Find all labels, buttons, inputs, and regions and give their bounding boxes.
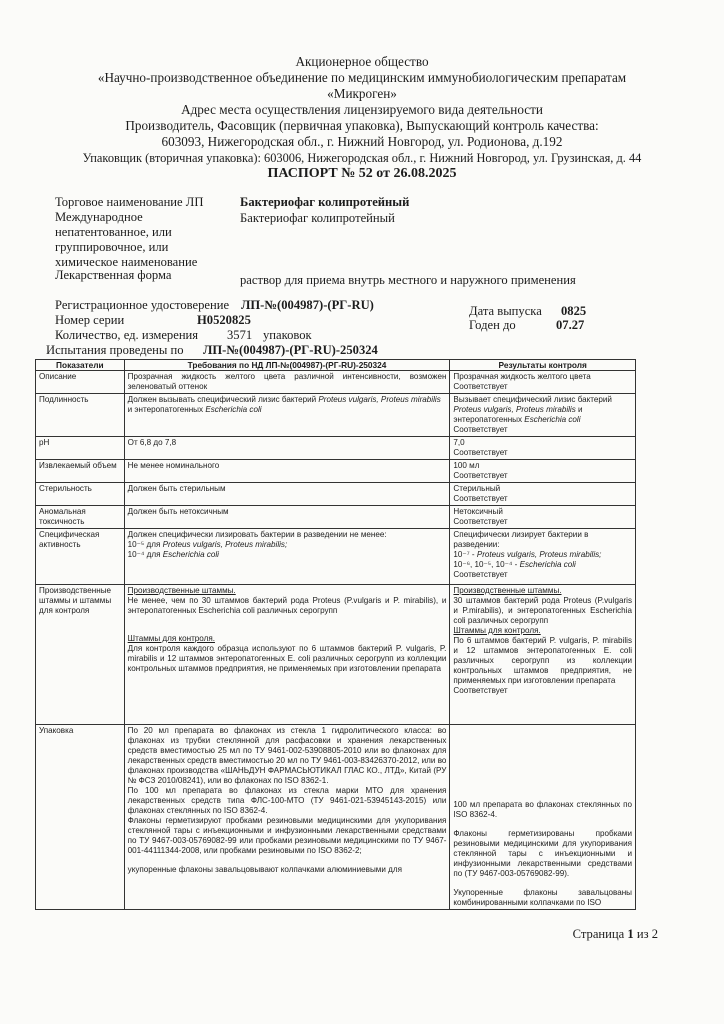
row-requirement: Должен быть стерильным: [124, 483, 450, 506]
reg-value: ЛП-№(004987)-(РГ-RU): [241, 298, 374, 312]
table-row: [36, 460, 636, 483]
trade-name-value: Бактериофаг колипротейный: [240, 195, 410, 209]
manufacturer-address: 603093, Нижегородская обл., г. Нижний Новгород, ул. Родионова, д.192: [161, 134, 563, 149]
row-result: Производственные штаммы. 30 штаммов бактерий рода Proteus (P.vulgaris и P.mirabilis), и энтеропатогенных Escherichia coli различных серогрупп Штаммы для контроля. По 6 штаммов бактерий P. vulgaris, P. mirabilis и 12 штаммов энтеропатогенных E. coli различных серогрупп из коллекции контрольных штаммов предприятия, не применяемых при изготовлении препарата Соответствует: [450, 585, 636, 725]
table-row: [36, 371, 636, 394]
row-requirement: Должен вызывать специфический лизис бактерий Proteus vulgaris, Proteus mirabilis и энтеропатогенных Escherichia coli: [124, 394, 450, 437]
row-name: Упаковка: [36, 725, 125, 910]
row-name: Специфическая активность: [36, 529, 125, 585]
row-requirement: Прозрачная жидкость желтого цвета различной интенсивности, возможен зеленоватый оттенок: [124, 371, 450, 394]
qty-unit: упаковок: [263, 328, 312, 342]
manufacturer-line: Производитель, Фасовщик (первичная упаковка), Выпускающий контроль качества:: [125, 118, 599, 133]
trade-name-label: Торговое наименование ЛП: [55, 195, 204, 209]
row-requirement: Не менее номинального: [124, 460, 450, 483]
release-value: 0825: [561, 304, 587, 318]
row-name: Описание: [36, 371, 125, 394]
row-result: Прозрачная жидкость желтого цвета Соответствует: [450, 371, 636, 394]
table-header-row: [36, 360, 636, 371]
table-row: [36, 725, 636, 910]
qty-value: 3571: [227, 328, 253, 342]
row-result: Стерильный Соответствует: [450, 483, 636, 506]
form-label: Лекарственная форма: [55, 268, 172, 282]
qty-label: Количество, ед. измерения: [55, 328, 199, 342]
table-row: [36, 585, 636, 725]
page-number: Страница 1 из 2: [572, 927, 658, 941]
row-requirement: От 6,8 до 7,8: [124, 437, 450, 460]
table-row: [36, 506, 636, 529]
head-indicator: Показатели: [36, 360, 125, 371]
release-label: Дата выпуска: [469, 304, 542, 318]
expiry-value: 07.27: [556, 318, 585, 332]
license-address-label: Адрес места осуществления лицензируемого вида деятельности: [181, 102, 543, 117]
series-label: Номер серии: [55, 313, 125, 327]
row-name: Извлекаемый объем: [36, 460, 125, 483]
table-row: [36, 437, 636, 460]
row-name: pH: [36, 437, 125, 460]
row-result: 100 мл Соответствует: [450, 460, 636, 483]
table-row: [36, 394, 636, 437]
inn-label-4: химическое наименование: [55, 255, 198, 269]
org-short-name: «Микроген»: [327, 86, 397, 101]
row-name: Подлинность: [36, 394, 125, 437]
spec-table: [35, 359, 636, 910]
row-result: Специфически лизирует бактерии в разведении: 10⁻⁷ - Proteus vulgaris, Proteus mirabilis; 10⁻⁶, 10⁻⁵, 10⁻⁴ - Escherichia coli Соответствует: [450, 529, 636, 585]
inn-label-2: непатентованное, или: [55, 225, 172, 239]
row-name: Стерильность: [36, 483, 125, 506]
series-value: Н0520825: [197, 313, 251, 327]
inn-label-1: Международное: [55, 210, 143, 224]
reg-label: Регистрационное удостоверение: [55, 298, 230, 312]
org-type: Акционерное общество: [295, 54, 429, 69]
table-row: [36, 483, 636, 506]
table-row: [36, 529, 636, 585]
tests-value: ЛП-№(004987)-(РГ-RU)-250324: [203, 343, 378, 357]
form-value: раствор для приема внутрь местного и наружного применения: [240, 273, 576, 287]
head-results: Результаты контроля: [450, 360, 636, 371]
expiry-label: Годен до: [469, 318, 516, 332]
row-requirement: По 20 мл препарата во флаконах из стекла 1 гидролитического класса: во флаконах из трубки стеклянной для расфасовки и хранения лекарственных средств вместимостью 25 мл по ТУ 9461-002-53908805-2010 или во флаконах для лекарственных средств вместимостью 20 мл по ТУ 9461-003-83426370-2012, или во флаконах производства «ШАНЬДУН ФАРМАСЬЮТИКАЛ ГЛАС КО., ЛТД», Китай (РУ № ФСЗ 2010/08241), или во флаконах по ISO 8362-1. По 100 мл препарата во флаконах из стекла марки МТО для хранения лекарственных средств типа ФЛС-100-МТО (ТУ 9461-021-53945143-2015) или флаконах стеклянных по ISO 8362-4. Флаконы герметизируют пробками резиновыми медицинскими для укупоривания стеклянной тары с инъекционными и инфузионными лекарственными средствами по ТУ 9467-003-05769082-99 или пробками резиновыми медицинскими по ТУ 9467-001-44111344-2008, или пробками резиновыми по ISO 8362-2; укупоренные флаконы завальцовывают колпачками алюминиевыми для: [124, 725, 450, 910]
head-requirements: Требования по НД ЛП-№(004987)-(РГ-RU)-250324: [124, 360, 450, 371]
inn-label-3: группировочное, или: [55, 240, 169, 254]
inn-value: Бактериофаг колипротейный: [240, 211, 395, 225]
row-result: 7,0 Соответствует: [450, 437, 636, 460]
org-name: «Научно-производственное объединение по медицинским иммунобиологическим препаратам: [97, 70, 627, 85]
row-result: 100 мл препарата во флаконах стеклянных по ISO 8362-4. Флаконы герметизированы пробками резиновыми медицинскими для укупоривания стеклянной тары с инъекционными и инфузионными лекарственными средствами по (ТУ 9467-003-05769082-99). Укупоренные флаконы завальцованы комбинированными колпачками по ISO: [450, 725, 636, 910]
row-name: Производственные штаммы и штаммы для контроля: [36, 585, 125, 725]
packer-address: Упаковщик (вторичная упаковка): 603006, Нижегородская обл., г. Нижний Новгород, ул. Грузинская, д. 44: [82, 151, 642, 165]
passport-title: ПАСПОРТ № 52 от 26.08.2025: [267, 166, 457, 181]
row-result: Вызывает специфический лизис бактерий Proteus vulgaris, Proteus mirabilis и энтеропатогенных Escherichia coli Соответствует: [450, 394, 636, 437]
row-requirement: Должен специфически лизировать бактерии в разведении не менее: 10⁻⁵ для Proteus vulgaris, Proteus mirabilis; 10⁻⁴ для Escherichia coli: [124, 529, 450, 585]
row-requirement: Должен быть нетоксичным: [124, 506, 450, 529]
row-requirement: Производственные штаммы. Не менее, чем по 30 штаммов бактерий рода Proteus (P.vulgaris и P. mirabilis), и энтеропатогенных Escherichia coli различных серогрупп Штаммы для контроля. Для контроля каждого образца используют по 6 штаммов бактерий P. vulgaris, P. mirabilis и 12 штаммов энтеропатогенных E. coli различных серогрупп из коллекции контрольных штаммов предприятия, не применяемых при изготовлении препарата: [124, 585, 450, 725]
row-result: Нетоксичный Соответствует: [450, 506, 636, 529]
row-name: Аномальная токсичность: [36, 506, 125, 529]
tests-label: Испытания проведены по: [46, 343, 184, 357]
